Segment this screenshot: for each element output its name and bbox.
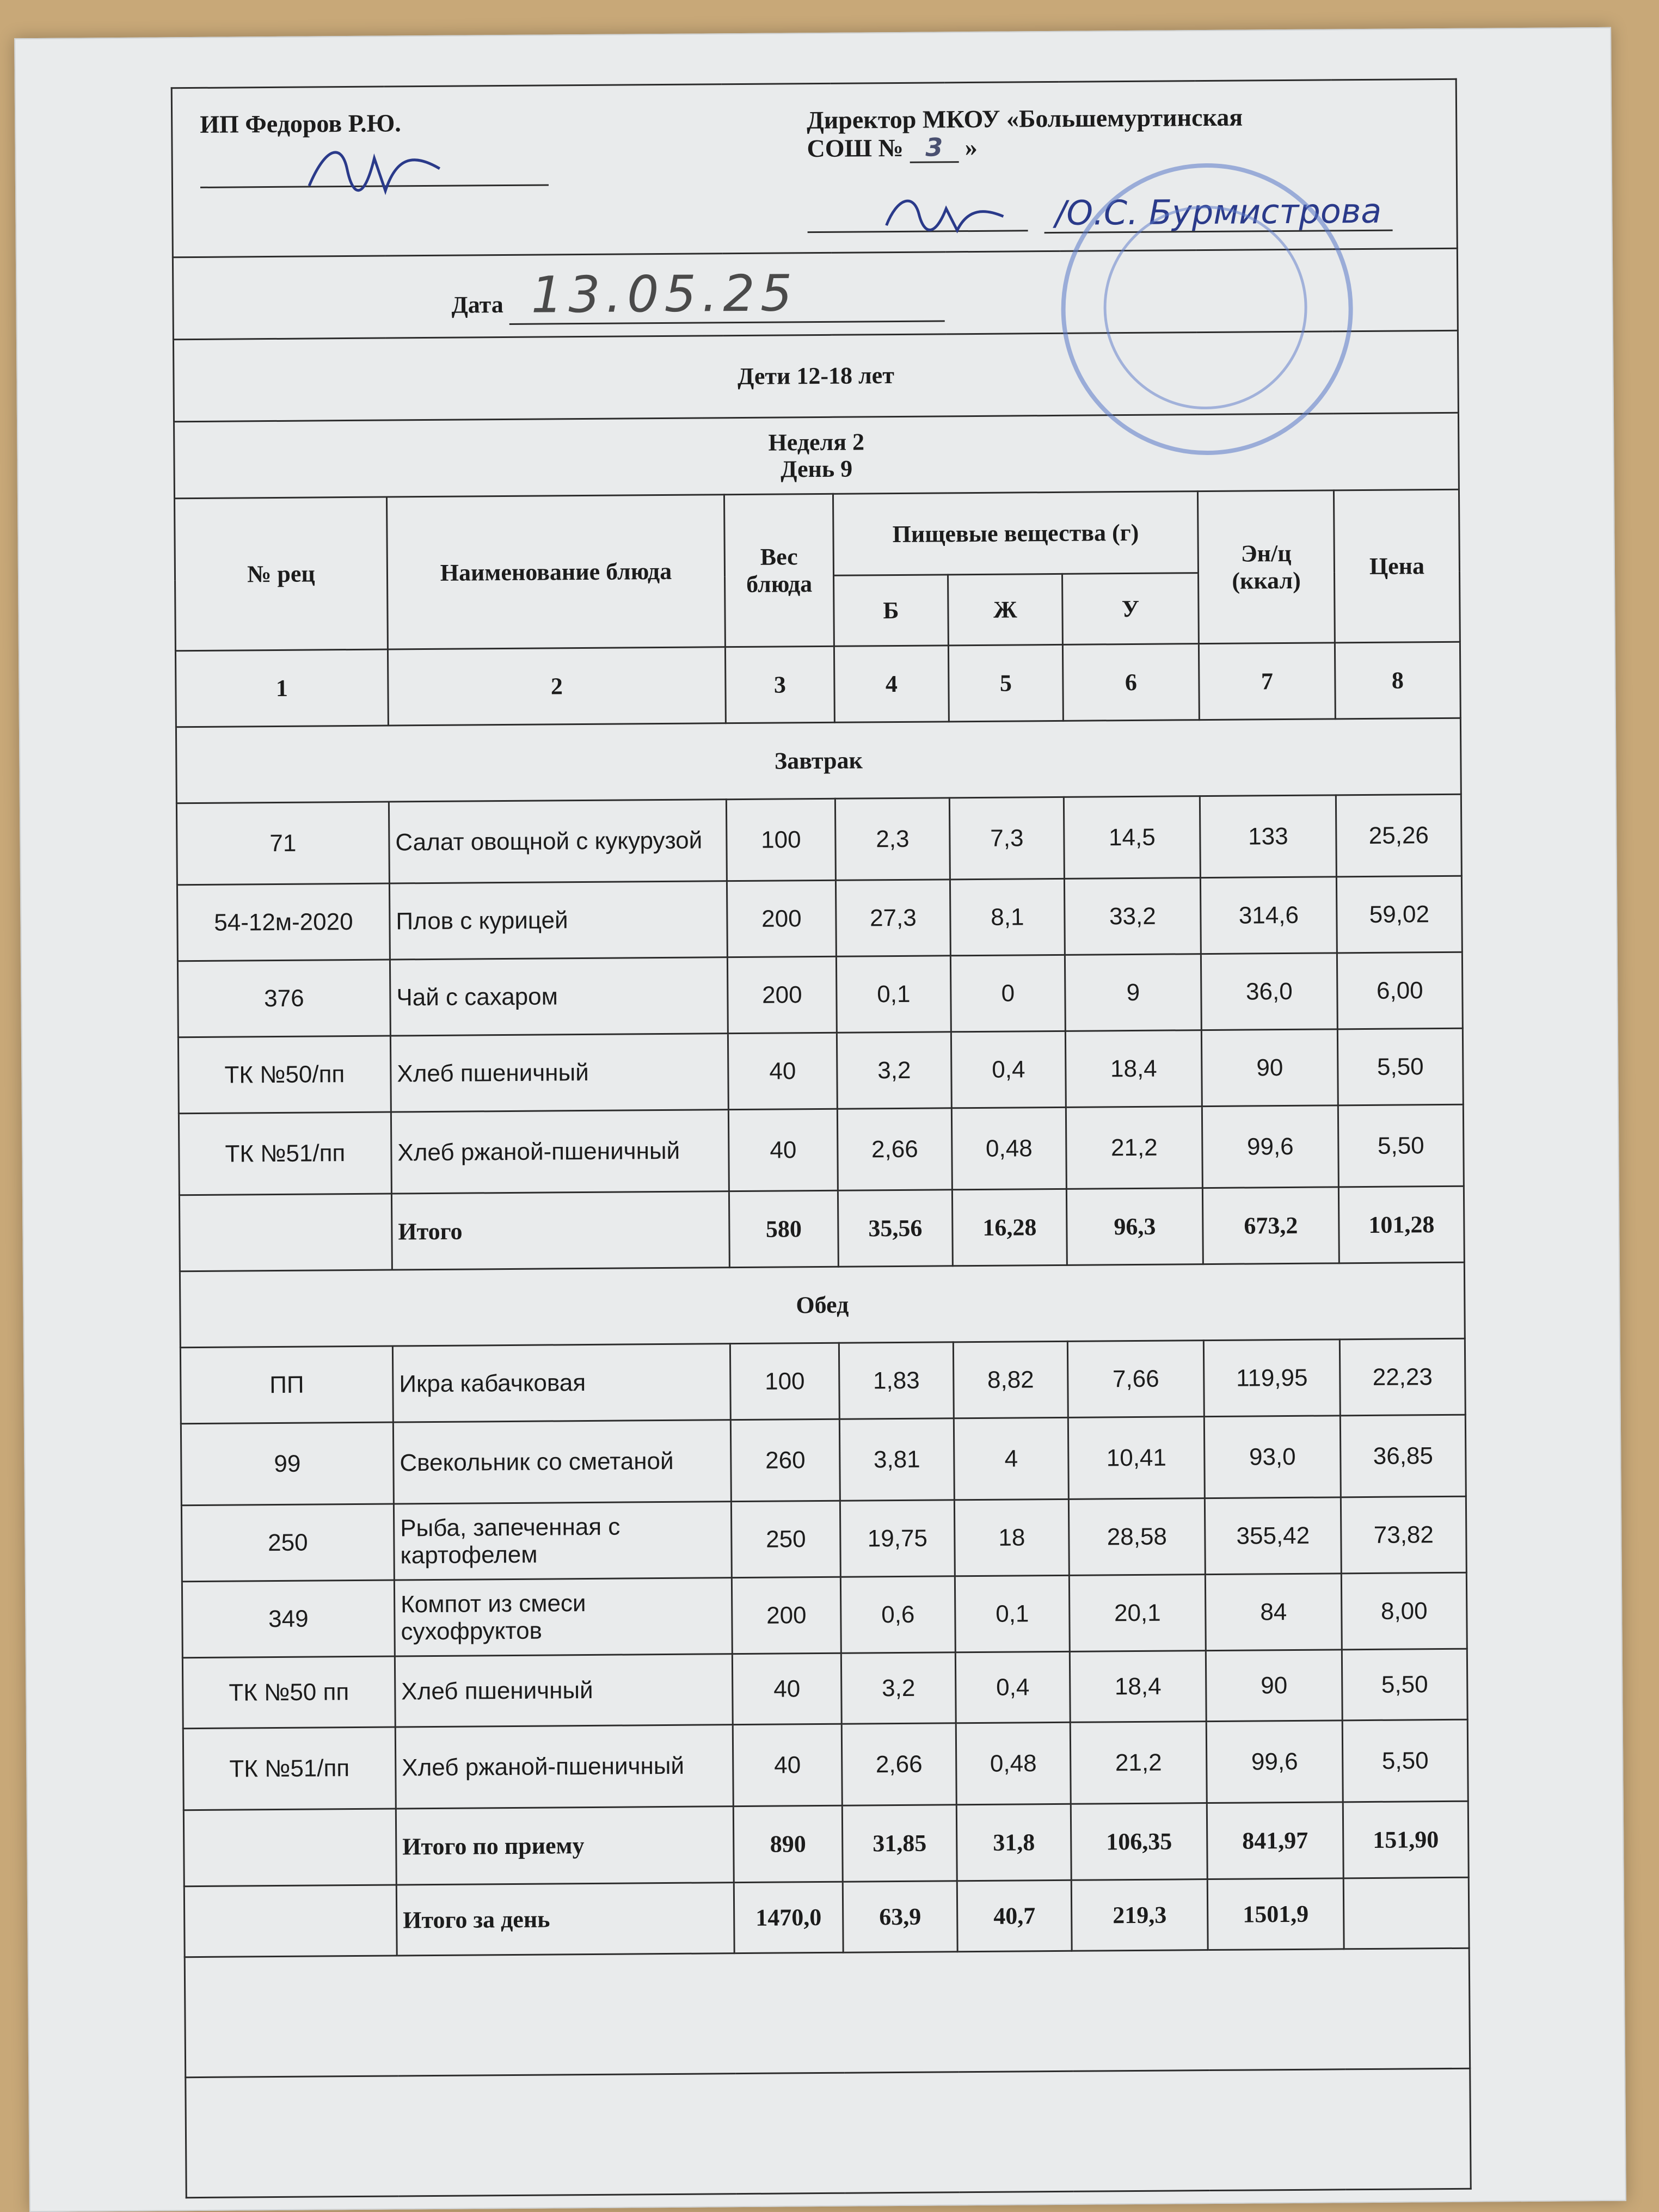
cell-carbs: 7,66 (1067, 1341, 1204, 1418)
total-price: 151,90 (1343, 1801, 1468, 1878)
cell-weight: 100 (730, 1343, 839, 1420)
cell-protein: 2,66 (837, 1108, 952, 1190)
cell-fat: 0 (950, 955, 1065, 1031)
cell-price: 5,50 (1342, 1649, 1467, 1721)
cell-fat: 7,3 (949, 797, 1064, 879)
cell-price: 36,85 (1340, 1415, 1466, 1497)
cell-dish: Хлеб ржаной-пшеничный (391, 1110, 729, 1194)
col-number: 4 (834, 646, 949, 722)
table-row (177, 876, 1462, 961)
cell-weight: 200 (732, 1577, 841, 1654)
table-row (182, 1649, 1467, 1728)
cell-weight: 40 (728, 1033, 837, 1109)
school-stamp-inner (1103, 205, 1308, 410)
day-total-fat: 40,7 (957, 1880, 1072, 1951)
cell-rec: ТК №51/пп (183, 1727, 396, 1810)
entrepreneur-signature (303, 136, 445, 208)
cell-dish: Свекольник со сметаной (393, 1420, 731, 1504)
menu-sheet (14, 27, 1626, 2212)
total-fat: 31,8 (956, 1804, 1071, 1881)
col-number: 6 (1062, 644, 1199, 721)
cell-carbs: 21,2 (1066, 1107, 1202, 1189)
cell-weight: 260 (730, 1419, 840, 1501)
total-carbs: 106,35 (1071, 1803, 1207, 1881)
col-dish-name: Наименование блюда (386, 495, 725, 649)
cell-protein: 19,75 (840, 1500, 955, 1577)
day-total-weight: 1470,0 (734, 1882, 843, 1953)
cell-energy: 84 (1205, 1574, 1342, 1651)
cell-protein: 27,3 (835, 880, 950, 956)
cell-fat: 4 (954, 1417, 1068, 1500)
total-energy: 673,2 (1202, 1187, 1339, 1264)
cell-protein: 3,2 (841, 1652, 956, 1724)
cell-weight: 40 (728, 1109, 838, 1191)
col-number: 8 (1335, 642, 1460, 719)
cell-fat: 0,4 (955, 1651, 1070, 1723)
cell-energy: 90 (1206, 1650, 1342, 1722)
total-protein: 35,56 (838, 1190, 953, 1267)
cell-energy: 314,6 (1200, 877, 1337, 954)
cell-rec: 54-12м-2020 (177, 883, 390, 961)
date-label: Дата (451, 291, 503, 318)
cell-protein: 2,66 (841, 1723, 956, 1805)
col-price: Цена (1334, 489, 1460, 643)
cell-energy: 119,95 (1203, 1340, 1340, 1417)
cell-price: 25,26 (1336, 794, 1461, 877)
day-total-energy: 1501,9 (1207, 1878, 1344, 1950)
school-number: 3 (910, 133, 958, 163)
day-total-row (184, 1877, 1469, 1957)
cell-rec: 71 (176, 802, 389, 885)
cell-energy: 355,42 (1205, 1497, 1341, 1575)
cell-protein: 3,2 (837, 1032, 951, 1109)
table-row (181, 1496, 1466, 1581)
cell-weight: 40 (732, 1653, 841, 1724)
cell-carbs: 9 (1065, 954, 1201, 1031)
table-row (176, 794, 1461, 884)
cell-rec: ТК №51/пп (179, 1112, 391, 1195)
cell-price: 5,50 (1338, 1104, 1464, 1187)
col-number: 7 (1199, 643, 1335, 720)
cell-price: 8,00 (1341, 1572, 1467, 1650)
cell-rec: ПП (180, 1346, 393, 1424)
table-row (180, 1338, 1465, 1423)
cell-energy: 90 (1201, 1029, 1338, 1107)
cell-energy: 99,6 (1202, 1105, 1338, 1188)
cell-dish: Икра кабачковая (392, 1344, 730, 1422)
cell-fat: 8,1 (950, 878, 1065, 955)
age-group: Дети 12-18 лет (173, 330, 1458, 421)
cell-protein: 0,1 (836, 956, 951, 1033)
col-weight: Вес блюда (724, 494, 834, 647)
entrepreneur-name: ИП Федоров Р.Ю. (200, 109, 401, 138)
cell-protein: 0,6 (840, 1576, 955, 1653)
cell-dish: Хлеб ржаной-пшеничный (395, 1725, 733, 1809)
school-stamp (1060, 162, 1354, 456)
cell-energy: 36,0 (1201, 953, 1337, 1030)
day-total-protein: 63,9 (843, 1881, 957, 1952)
cell-energy: 93,0 (1204, 1416, 1341, 1498)
cell-dish: Плов с курицей (389, 881, 727, 960)
col-protein: Б (834, 575, 949, 646)
cell-weight: 200 (727, 880, 836, 957)
total-fat: 16,28 (952, 1189, 1067, 1265)
cell-empty (179, 1194, 392, 1271)
cell-protein: 2,3 (835, 798, 950, 880)
cell-dish: Хлеб пшеничный (395, 1654, 733, 1727)
cell-price: 59,02 (1336, 876, 1462, 953)
cell-carbs: 28,58 (1068, 1498, 1205, 1576)
lunch-total-row (183, 1801, 1468, 1886)
cell-weight: 40 (733, 1724, 842, 1806)
day-total-carbs: 219,3 (1071, 1879, 1208, 1951)
cell-weight: 100 (726, 798, 835, 881)
cell-price: 6,00 (1337, 952, 1463, 1029)
cell-empty (184, 1885, 397, 1957)
cell-dish: Хлеб пшеничный (390, 1034, 728, 1112)
cell-price: 22,23 (1340, 1338, 1465, 1416)
cell-carbs: 20,1 (1069, 1575, 1206, 1652)
cell-carbs: 18,4 (1065, 1030, 1202, 1108)
cell-empty (186, 2068, 1471, 2197)
cell-fat: 18 (954, 1499, 1069, 1576)
cell-dish: Компот из смеси сухофруктов (394, 1578, 732, 1656)
total-carbs: 96,3 (1066, 1188, 1203, 1265)
cell-price: 5,50 (1337, 1028, 1463, 1105)
cell-fat: 0,48 (951, 1107, 1066, 1189)
empty-row (185, 1948, 1470, 2077)
col-number: 3 (725, 646, 834, 723)
cell-rec: 349 (182, 1580, 395, 1658)
day-label: День 9 (781, 455, 853, 483)
school-number-suffix: » (964, 133, 978, 161)
cell-rec: ТК №50/пп (178, 1036, 391, 1114)
school-number-prefix: СОШ № (807, 133, 904, 162)
cell-rec: 99 (181, 1422, 394, 1506)
table-row (182, 1572, 1467, 1657)
col-carbs: У (1062, 573, 1199, 645)
table-row (183, 1719, 1468, 1810)
director-signature (881, 187, 1006, 242)
col-nutrients: Пищевые вещества (г) (833, 491, 1198, 576)
cell-price: 5,50 (1342, 1719, 1468, 1802)
director-title-line2 (807, 131, 1243, 164)
menu-table (171, 78, 1472, 2198)
cell-energy: 99,6 (1206, 1721, 1343, 1803)
col-number: 1 (175, 649, 388, 727)
day-total-label: Итого за день (396, 1883, 734, 1956)
total-weight: 890 (733, 1805, 843, 1882)
menu-table-wrapper (171, 78, 1470, 2204)
section-breakfast: Завтрак (176, 718, 1461, 803)
day-total-price (1343, 1877, 1469, 1949)
col-energy: Эн/ц (ккал) (1197, 490, 1335, 644)
col-number: 2 (388, 647, 726, 726)
table-row (177, 952, 1463, 1037)
total-protein: 31,85 (842, 1805, 957, 1882)
cell-rec: 376 (177, 960, 390, 1037)
cell-price: 73,82 (1341, 1496, 1466, 1574)
cell-carbs: 21,2 (1070, 1722, 1207, 1804)
col-rec-no: № рец (175, 497, 388, 651)
breakfast-total-row (179, 1186, 1464, 1271)
approval-header (171, 79, 1457, 257)
total-energy: 841,97 (1207, 1802, 1343, 1879)
cell-dish: Рыба, запеченная с картофелем (394, 1502, 732, 1580)
table-row (178, 1028, 1463, 1113)
cell-protein: 1,83 (839, 1342, 954, 1419)
cell-fat: 0,48 (956, 1722, 1071, 1804)
table-row (179, 1104, 1464, 1195)
cell-weight: 200 (727, 956, 837, 1033)
director-signature-text: /О.С. Бурмистрова (1044, 192, 1392, 234)
director-title-line1: Директор МКОУ «Большемуртинская (807, 103, 1243, 134)
col-fat: Ж (948, 574, 1063, 645)
total-weight: 580 (729, 1190, 838, 1267)
column-number-row (175, 642, 1460, 727)
cell-fat: 8,82 (953, 1341, 1068, 1418)
cell-weight: 250 (731, 1501, 840, 1577)
col-number: 5 (948, 644, 1063, 721)
director-title (807, 103, 1243, 164)
total-price: 101,28 (1338, 1186, 1464, 1263)
cell-empty (183, 1809, 396, 1887)
cell-fat: 0,4 (951, 1031, 1066, 1108)
section-lunch: Обед (180, 1262, 1465, 1347)
cell-carbs: 14,5 (1064, 796, 1200, 879)
empty-row (186, 2068, 1471, 2197)
total-label: Итого (391, 1191, 729, 1270)
cell-rec: 250 (181, 1504, 394, 1582)
cell-carbs: 18,4 (1070, 1651, 1206, 1723)
total-label: Итого по приему (396, 1807, 734, 1885)
cell-empty (185, 1948, 1470, 2077)
cell-rec: ТК №50 пп (182, 1656, 395, 1729)
cell-dish: Салат овощной с кукурузой (389, 800, 727, 883)
week-label: Неделя 2 (768, 428, 865, 456)
cell-carbs: 33,2 (1064, 878, 1201, 955)
date-value: 13.05.25 (509, 264, 945, 325)
cell-protein: 3,81 (839, 1418, 954, 1501)
cell-fat: 0,1 (955, 1575, 1070, 1652)
cell-carbs: 10,41 (1068, 1417, 1205, 1500)
cell-dish: Чай с сахаром (390, 957, 728, 1036)
table-row (181, 1415, 1466, 1505)
cell-energy: 133 (1200, 795, 1336, 878)
